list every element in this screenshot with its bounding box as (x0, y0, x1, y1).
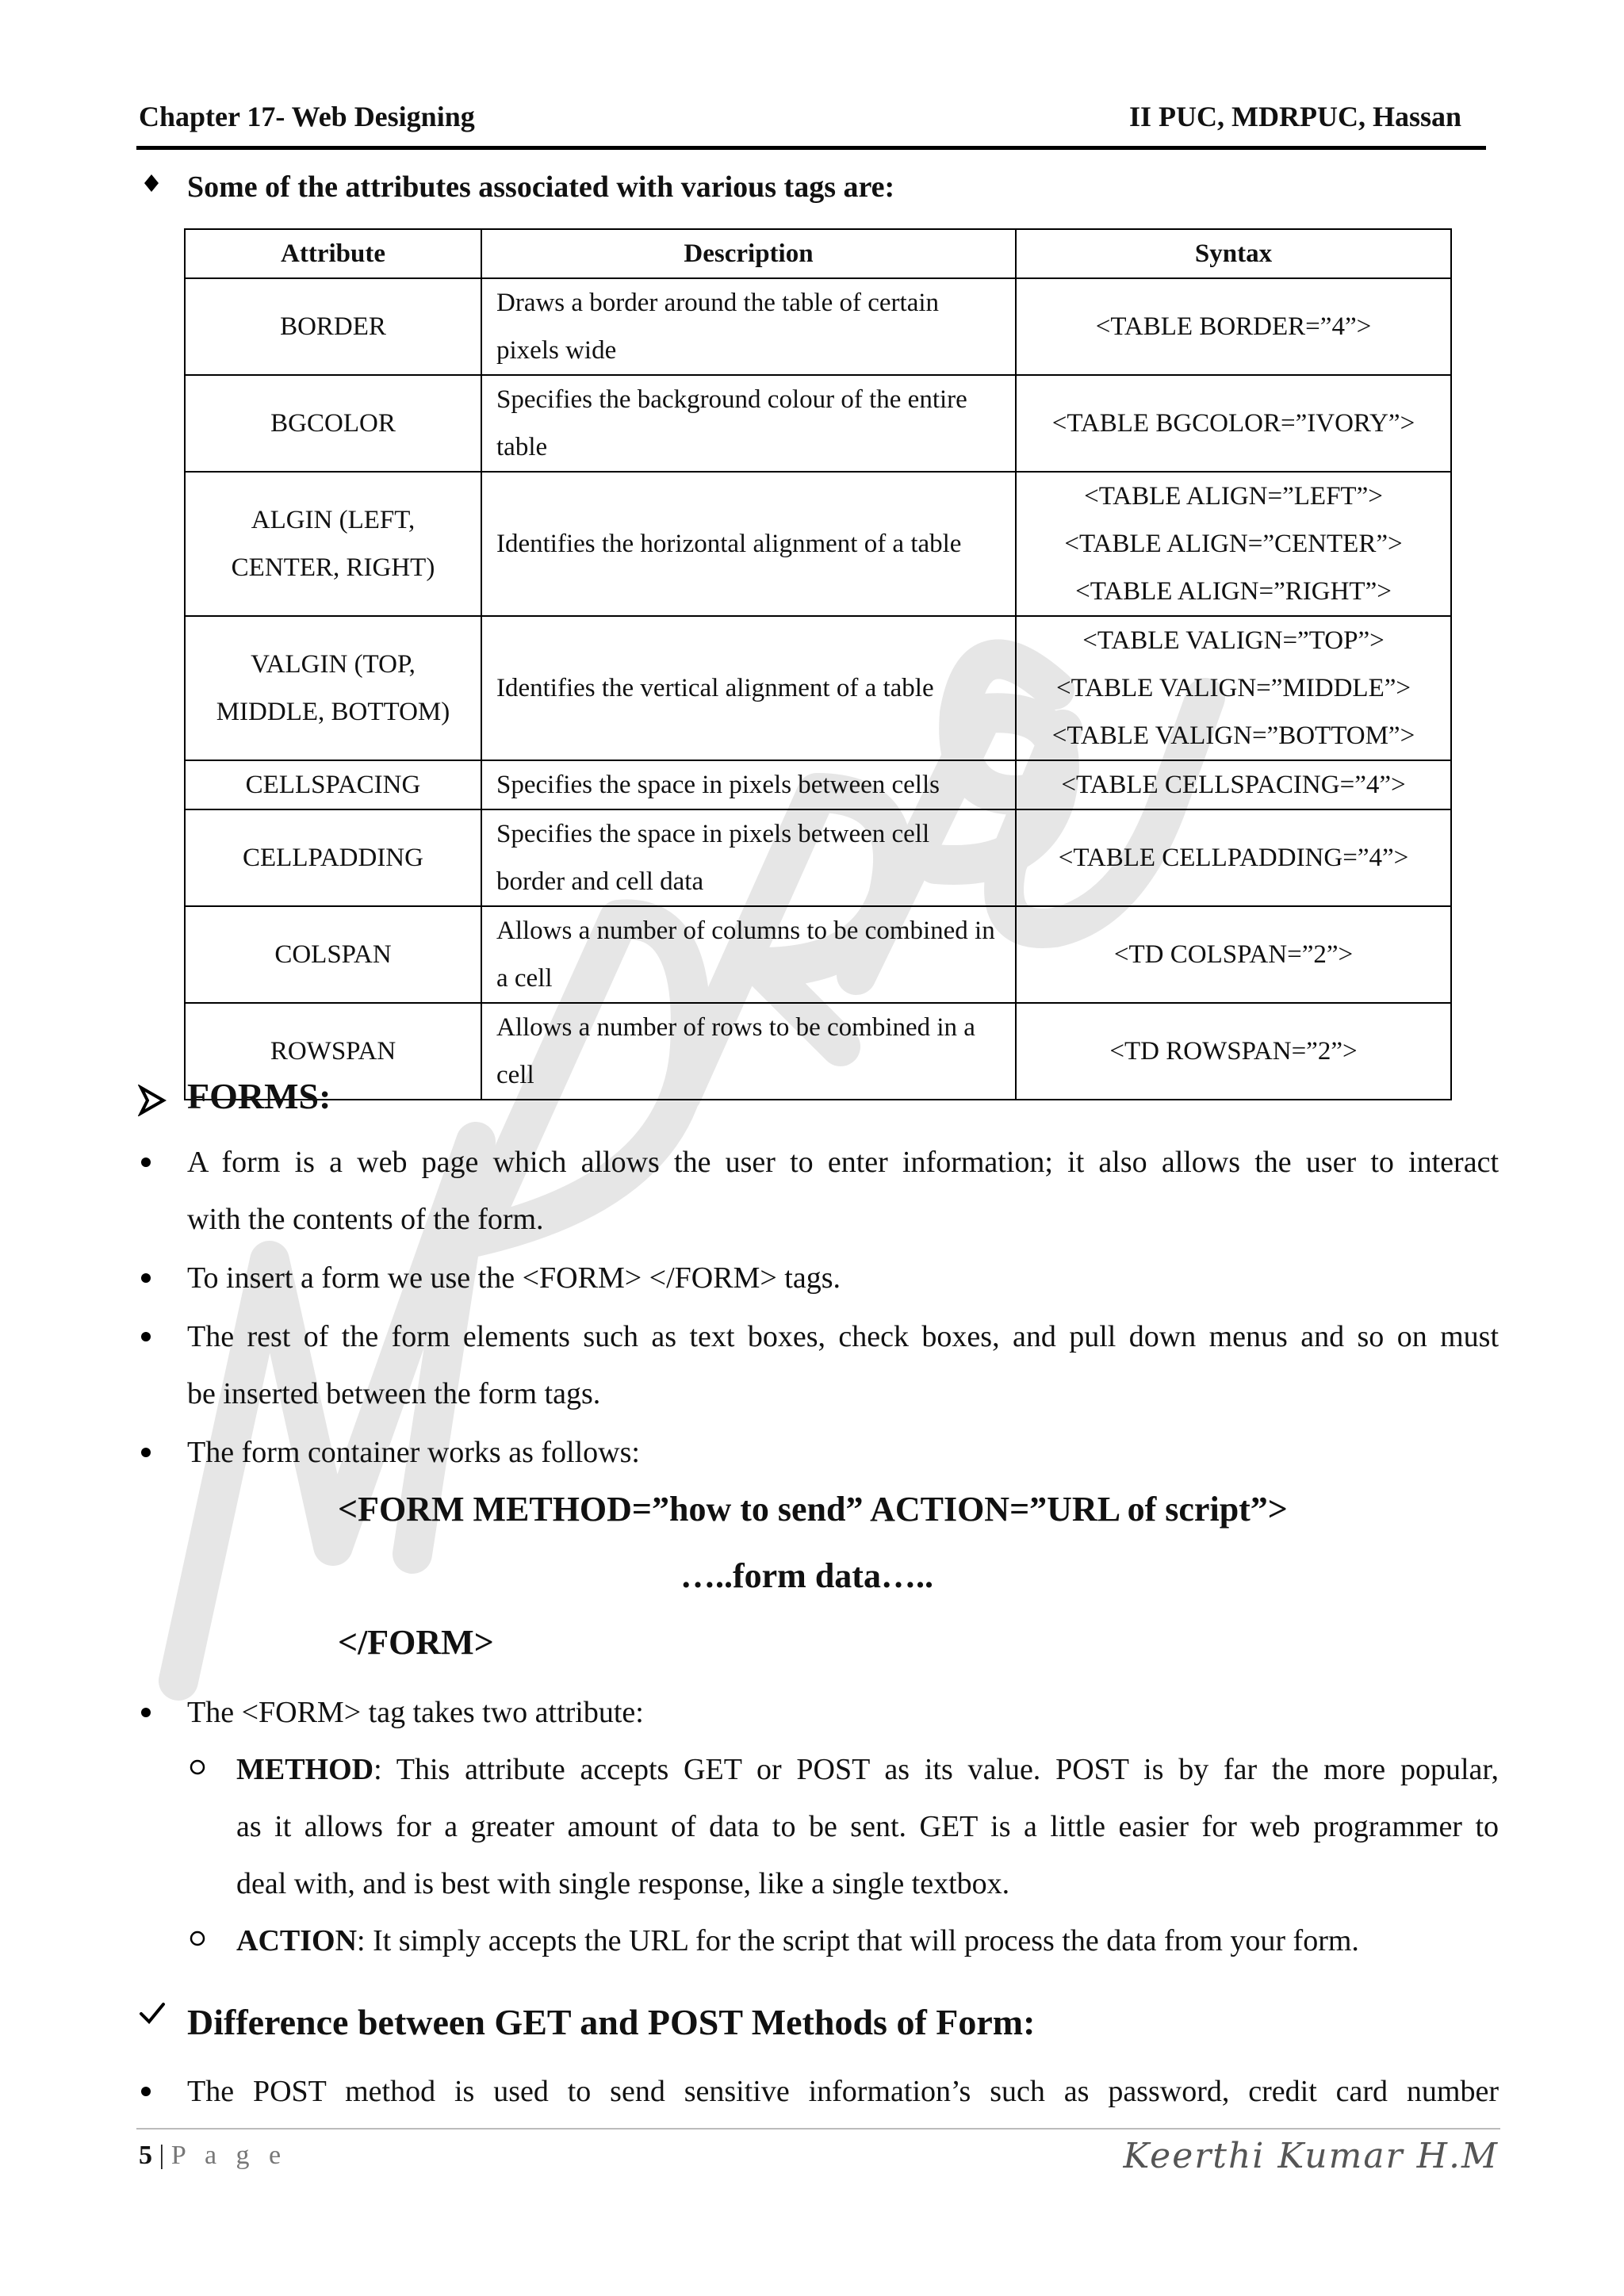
form-tag-bullet: The <FORM> tag takes two attribute: (187, 1696, 644, 1729)
attribute-cell (185, 760, 481, 809)
description-cell: Identifies the horizontal alignment of a table (481, 472, 1016, 616)
table-row (185, 375, 1451, 472)
syntax-line: <TD COLSPAN=”2”> (1113, 940, 1354, 969)
syntax-cell (1016, 1003, 1451, 1100)
syntax-line: <TABLE BORDER=”4”> (1095, 312, 1372, 341)
method-term: METHOD (236, 1753, 374, 1786)
attribute-cell (185, 375, 481, 472)
forms-bullet-line: The rest of the form elements such as text boxes, check boxes, and pull down menus and so on must (187, 1320, 1499, 1353)
table-row (185, 809, 1451, 906)
difference-heading: Difference between GET and POST Methods of Form: (187, 2002, 1036, 2042)
attributes-intro: Some of the attributes associated with various tags are: (187, 170, 895, 204)
bullet-dot-icon (141, 1448, 151, 1457)
forms-bullet-line: with the contents of the form. (187, 1203, 544, 1236)
header-chapter-title: Chapter 17- Web Designing (139, 101, 475, 132)
description-cell: Specifies the space in pixels between cells (481, 760, 1016, 809)
page-separator: | (152, 2141, 171, 2170)
header-rule (136, 146, 1486, 150)
attribute-cell (185, 472, 481, 616)
header-institution: II PUC, MDRPUC, Hassan (1128, 101, 1461, 132)
table-row (185, 906, 1451, 1003)
bullet-dot-icon (141, 1273, 151, 1283)
arrow-bullet-icon (138, 1085, 167, 1120)
attribute-name: ROWSPAN (270, 1037, 396, 1066)
forms-heading: FORMS: (187, 1076, 331, 1116)
syntax-line: <TABLE BGCOLOR=”IVORY”> (1051, 409, 1415, 438)
author-signature: Keerthi Kumar H.M (1123, 2136, 1499, 2176)
table-row (185, 760, 1451, 809)
table-row (185, 616, 1451, 760)
method-line (236, 1741, 1499, 1798)
attribute-name: MIDDLE, BOTTOM) (216, 698, 450, 726)
table-header-cell: Attribute (185, 229, 481, 278)
attribute-name: CELLSPACING (245, 771, 421, 799)
syntax-cell (1016, 278, 1451, 375)
attribute-name: ALGIN (LEFT, (251, 506, 416, 534)
bullet-dot-icon (141, 2087, 151, 2096)
attribute-name: COLSPAN (274, 940, 392, 969)
table-header-row (185, 229, 1451, 278)
attribute-cell (185, 809, 481, 906)
table-row (185, 472, 1451, 616)
attribute-name: CELLPADDING (243, 844, 423, 872)
table-row (185, 1003, 1451, 1100)
action-line (236, 1912, 1359, 1969)
attribute-name: BGCOLOR (270, 409, 396, 438)
syntax-line: <TABLE VALIGN=”MIDDLE”> (1056, 674, 1411, 702)
method-line: deal with, and is best with single response, like a single textbox. (236, 1867, 1010, 1900)
circle-bullet-icon (189, 1914, 206, 1954)
method-line: as it allows for a greater amount of data to be sent. GET is a little easier for web programmer to (236, 1810, 1499, 1843)
difference-bullet: The POST method is used to send sensitive information’s such as password, credit card number (187, 2075, 1499, 2108)
form-code-data: …..form data….. (680, 1556, 933, 1595)
description-cell: Specifies the background colour of the entire table (481, 375, 1016, 472)
attribute-cell (185, 906, 481, 1003)
syntax-cell (1016, 760, 1451, 809)
table-header-cell: Syntax (1016, 229, 1451, 278)
diamond-bullet-icon (143, 173, 160, 197)
method-text: : This attribute accepts GET or POST as its value. POST is by far the more popular, (373, 1753, 1499, 1786)
syntax-line: <TABLE VALIGN=”BOTTOM”> (1051, 721, 1415, 750)
syntax-cell (1016, 616, 1451, 760)
bullet-dot-icon (141, 1158, 151, 1167)
description-cell: Allows a number of rows to be combined in a cell (481, 1003, 1016, 1100)
page-word: P a g e (170, 2141, 288, 2170)
checkmark-icon (138, 1999, 167, 2032)
table-header-cell: Description (481, 229, 1016, 278)
page-number-value: 5 (139, 2141, 152, 2170)
forms-bullet-line: The form container works as follows: (187, 1436, 640, 1469)
action-text: : It simply accepts the URL for the script that will process the data from your form. (357, 1924, 1359, 1957)
forms-bullet-line: A form is a web page which allows the user to enter information; it also allows the user to interact (187, 1146, 1499, 1179)
forms-bullet-line: To insert a form we use the <FORM> </FORM> tags. (187, 1261, 841, 1295)
table-row (185, 278, 1451, 375)
syntax-line: <TABLE CELLPADDING=”4”> (1058, 844, 1409, 872)
syntax-cell (1016, 472, 1451, 616)
syntax-line: <TD ROWSPAN=”2”> (1109, 1037, 1358, 1066)
syntax-cell (1016, 906, 1451, 1003)
attribute-name: VALGIN (TOP, (251, 650, 416, 679)
syntax-line: <TABLE CELLSPACING=”4”> (1061, 771, 1406, 799)
form-code-close: </FORM> (338, 1623, 494, 1662)
syntax-cell (1016, 375, 1451, 472)
action-term: ACTION (236, 1924, 358, 1957)
description-cell: Identifies the vertical alignment of a table (481, 616, 1016, 760)
bullet-dot-icon (141, 1708, 151, 1717)
page-number (139, 2141, 287, 2171)
description-cell: Specifies the space in pixels between cell border and cell data (481, 809, 1016, 906)
bullet-dot-icon (141, 1332, 151, 1341)
description-cell: Allows a number of columns to be combined in a cell (481, 906, 1016, 1003)
form-code-open: <FORM METHOD=”how to send” ACTION=”URL of script”> (338, 1490, 1288, 1529)
circle-bullet-icon (189, 1743, 206, 1783)
attributes-table (184, 228, 1452, 1100)
syntax-line: <TABLE ALIGN=”CENTER”> (1064, 530, 1403, 558)
syntax-cell (1016, 809, 1451, 906)
attribute-name: BORDER (280, 312, 386, 341)
attribute-name: CENTER, RIGHT) (231, 553, 435, 582)
attribute-cell (185, 616, 481, 760)
attribute-cell (185, 278, 481, 375)
description-cell: Draws a border around the table of certain pixels wide (481, 278, 1016, 375)
forms-bullet-line: be inserted between the form tags. (187, 1377, 601, 1410)
syntax-line: <TABLE VALIGN=”TOP”> (1082, 626, 1385, 655)
syntax-line: <TABLE ALIGN=”LEFT”> (1084, 482, 1383, 511)
footer-rule (136, 2128, 1500, 2130)
syntax-line: <TABLE ALIGN=”RIGHT”> (1075, 577, 1392, 606)
